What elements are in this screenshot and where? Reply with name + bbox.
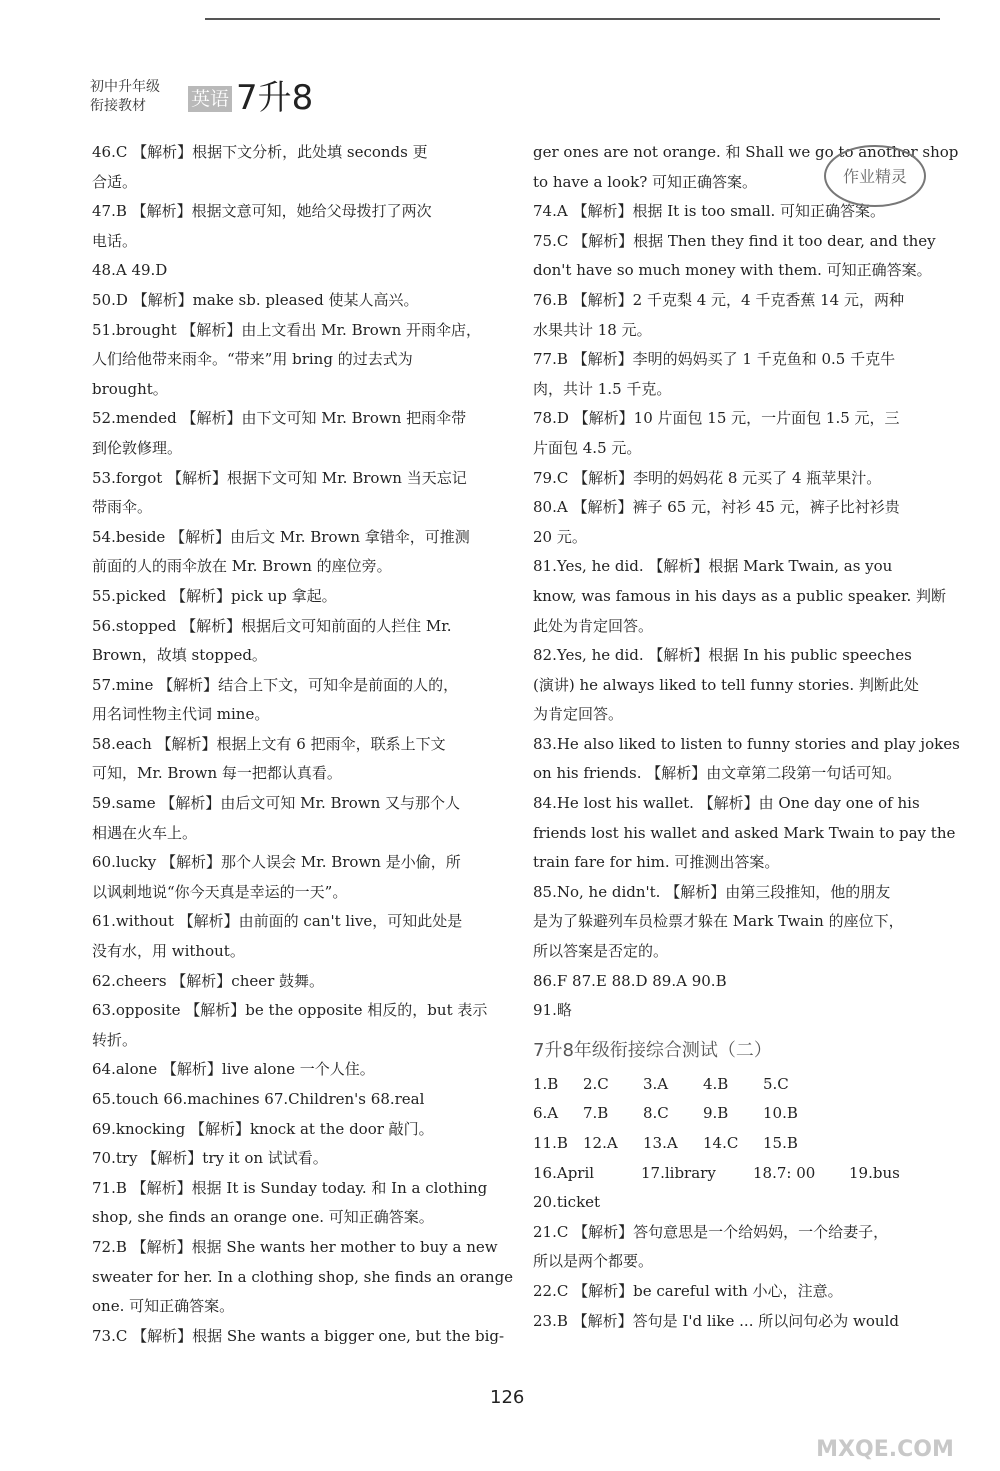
answer-cell: 5.C [763,1074,789,1093]
answer-cell: 20.ticket [533,1193,601,1212]
answer-cell: 6.A [533,1104,559,1123]
answer-line: 75.C 【解析】根据 Then they find it too dear, and they [533,231,936,250]
answer-line: 56.stopped 【解析】根据后文可知前面的人拦住 Mr. [92,616,452,635]
answer-cell: 9.B [703,1104,729,1123]
answer-cell: 3.A [643,1074,669,1093]
answer-line: 61.without 【解析】由前面的 can't live，可知此处是 [92,912,463,931]
answer-row [533,1129,993,1159]
answer-cell: 13.A [643,1134,678,1152]
answer-line: train fare for him. 可推测出答案。 [533,853,780,872]
answer-line: 82.Yes, he did. 【解析】根据 In his public speeches [533,646,912,665]
answer-line: know, was famous in his days as a public speaker. 判断 [533,586,947,605]
stamp-logo [820,140,930,212]
answer-line: 62.cheers 【解析】cheer 鼓舞。 [92,971,325,990]
answer-line: 此处为肯定回答。 [533,616,654,635]
answer-line: 85.No, he didn't. 【解析】由第三段推知，他的朋友 [533,882,891,901]
right-column [533,138,993,1336]
answer-line: 74.A 【解析】根据 It is too small. 可知正确答案。 [533,202,886,221]
answer-line: don't have so much money with them. 可知正确答案。 [533,261,932,280]
page-number: 126 [490,1387,525,1408]
answer-cell: 2.C [583,1074,609,1093]
answer-line: 83.He also liked to listen to funny stories and play jokes [533,734,960,753]
answer-line: Brown，故填 stopped。 [92,646,267,665]
answer-cell: 12.A [583,1134,618,1152]
answer-line: 50.D 【解析】make sb. pleased 使某人高兴。 [92,290,419,309]
answer-line: 78.D 【解析】10 片面包 15 元，一片面包 1.5 元，三 [533,409,900,428]
answer-line: 片面包 4.5 元。 [533,438,642,457]
answer-cell: 8.C [643,1104,669,1123]
answer-line: 86.F 87.E 88.D 89.A 90.B [533,971,727,990]
answer-line: to have a look? 可知正确答案。 [533,172,758,191]
answer-row [533,1159,993,1189]
answer-cell: 4.B [703,1074,729,1093]
answer-line: 72.B 【解析】根据 She wants her mother to buy a new [92,1237,498,1256]
answer-line: shop, she finds an orange one. 可知正确答案。 [92,1208,434,1227]
answer-row [533,1099,993,1129]
answer-line: 合适。 [92,172,138,191]
section-title: 7升8年级衔接综合测试（二） [533,1039,772,1061]
answer-line: 51.brought 【解析】由上文看出 Mr. Brown 开雨伞店， [92,320,482,339]
stamp-text: 作业精灵 [842,167,908,186]
answer-line: 70.try 【解析】try it on 试试看。 [92,1149,328,1168]
answer-line: 20 元。 [533,527,587,546]
answer-line: 84.He lost his wallet. 【解析】由 One day one of his [533,794,920,813]
answer-cell: 15.B [763,1134,798,1152]
answer-cell: 16.April [533,1163,595,1182]
answer-line: 63.opposite 【解析】be the opposite 相反的，but 表示 [92,1001,488,1020]
answer-cell: 18.7: 00 [753,1163,816,1182]
answer-line: 人们给他带来雨伞。“带来”用 bring 的过去式为 [92,350,413,369]
watermark-text: MXQE.COM [816,1437,954,1462]
answer-line: 肉，共计 1.5 千克。 [533,379,672,398]
answer-line: 前面的人的雨伞放在 Mr. Brown 的座位旁。 [92,557,392,576]
answer-line: 64.alone 【解析】live alone 一个人住。 [92,1060,375,1079]
left-column [92,138,552,1351]
answer-line: 用名词性物主代词 mine。 [92,705,270,724]
answer-row [533,1070,993,1100]
top-rule [205,18,940,20]
answer-cell: 11.B [533,1134,568,1152]
answer-line: 带雨伞。 [92,498,153,517]
answer-row [533,1188,993,1218]
answer-cell: 19.bus [849,1163,900,1182]
answer-line: 21.C 【解析】答句意思是一个给妈妈，一个给妻子， [533,1222,889,1241]
answer-line: on his friends. 【解析】由文章第二段第一句话可知。 [533,764,902,783]
answer-line: 55.picked 【解析】pick up 拿起。 [92,586,337,605]
answer-line: 水果共计 18 元。 [533,320,652,339]
answer-line: 59.same 【解析】由后文可知 Mr. Brown 又与那个人 [92,794,461,813]
answer-line: 60.lucky 【解析】那个人误会 Mr. Brown 是小偷，所 [92,853,461,872]
answer-cell: 17.library [641,1163,716,1182]
header-grade: 7升8 [236,78,314,118]
header-line1: 初中升年级 [90,79,160,95]
answer-line: 到伦敦修理。 [92,438,183,457]
answer-line: one. 可知正确答案。 [92,1297,235,1316]
header-subject-badge: 英语 [188,86,232,112]
answer-line: 转折。 [92,1030,138,1049]
answer-line: friends lost his wallet and asked Mark Twain to pay the [533,823,956,842]
answer-line: 22.C 【解析】be careful with 小心，注意。 [533,1281,843,1300]
answer-line: 53.forgot 【解析】根据下文可知 Mr. Brown 当天忘记 [92,468,467,487]
answer-line: sweater for her. In a clothing shop, she finds an orange [92,1267,514,1286]
header-series [90,78,190,116]
answer-line: 54.beside 【解析】由后文 Mr. Brown 拿错伞，可推测 [92,527,470,546]
answer-line: 所以是两个都要。 [533,1252,654,1271]
answer-cell: 14.C [703,1134,739,1152]
answer-line: 76.B 【解析】2 千克梨 4 元，4 千克香蕉 14 元，两种 [533,290,904,309]
answer-line: 可知，Mr. Brown 每一把都认真看。 [92,764,342,783]
answer-line: 23.B 【解析】答句是 I'd like ... 所以问句必为 would [533,1311,899,1330]
answer-line: 77.B 【解析】李明的妈妈买了 1 千克鱼和 0.5 千克牛 [533,350,896,369]
answer-cell: 1.B [533,1074,559,1093]
watermark-logo [800,1400,970,1466]
answer-line: 58.each 【解析】根据上文有 6 把雨伞，联系上下文 [92,734,446,753]
answer-line: 73.C 【解析】根据 She wants a bigger one, but the big- [92,1326,505,1345]
answer-line: 电话。 [92,231,138,250]
answer-line: 52.mended 【解析】由下文可知 Mr. Brown 把雨伞带 [92,409,467,428]
answer-line: brought。 [92,379,168,398]
answer-line: 46.C 【解析】根据下文分析，此处填 seconds 更 [92,143,428,161]
answer-line: 80.A 【解析】裤子 65 元，衬衫 45 元，裤子比衬衫贵 [533,498,900,517]
header-line2: 衔接教材 [90,98,146,114]
answer-line: 81.Yes, he did. 【解析】根据 Mark Twain, as you [533,557,893,576]
answer-line: 以讽刺地说“你今天真是幸运的一天”。 [92,882,348,901]
answer-line: 没有水，用 without。 [92,942,245,961]
answer-line: 71.B 【解析】根据 It is Sunday today. 和 In a clothing [92,1178,488,1197]
answer-line: 48.A 49.D [92,261,168,280]
answer-line: 为肯定回答。 [533,705,624,724]
answer-line: 相遇在火车上。 [92,823,198,842]
answer-line: 57.mine 【解析】结合上下文，可知伞是前面的人的， [92,675,459,694]
answer-line: ger ones are not orange. 和 Shall we go to another shop [533,143,959,161]
answer-line: 79.C 【解析】李明的妈妈花 8 元买了 4 瓶苹果汁。 [533,468,882,487]
answer-line: 65.touch 66.machines 67.Children's 68.real [92,1090,425,1108]
answer-line: 所以答案是否定的。 [533,942,669,961]
answer-cell: 7.B [583,1104,609,1123]
answer-cell: 10.B [763,1104,798,1123]
answer-line: 69.knocking 【解析】knock at the door 敲门。 [92,1119,434,1138]
answer-line: 91.略 [533,1001,572,1020]
answer-line: 47.B 【解析】根据文意可知，她给父母拨打了两次 [92,202,432,221]
answer-line: (演讲) he always liked to tell funny stories. 判断此处 [533,675,919,694]
answer-line: 是为了躲避列车员检票才躲在 Mark Twain 的座位下， [533,912,904,931]
